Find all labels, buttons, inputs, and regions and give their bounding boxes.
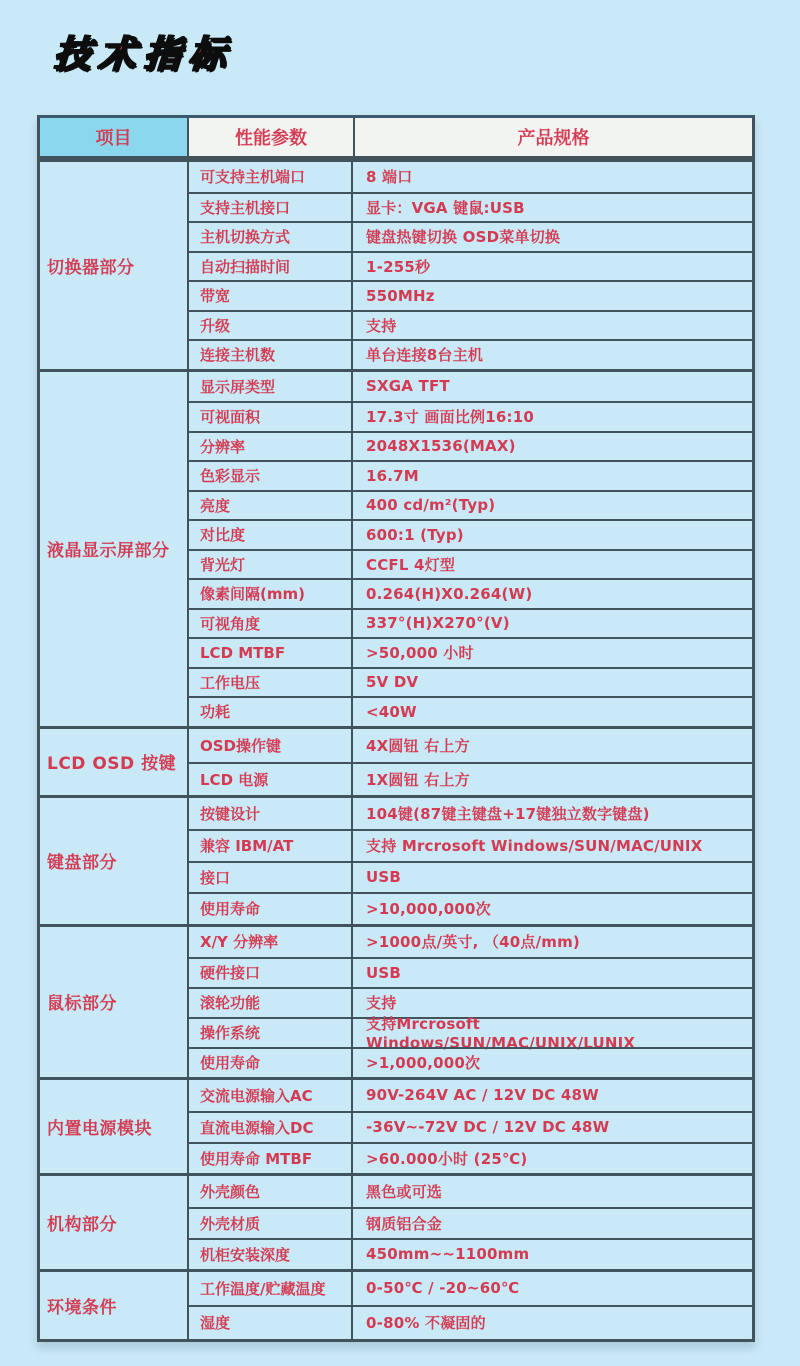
table-row — [189, 1207, 752, 1238]
section-label: LCD OSD 按键 — [40, 729, 189, 795]
table-row — [189, 401, 752, 431]
spec-label: 可视面积 — [189, 403, 353, 431]
spec-label: 按键设计 — [189, 798, 353, 830]
table-row — [189, 339, 752, 369]
table-row — [189, 221, 752, 251]
spec-label: 对比度 — [189, 521, 353, 549]
section-label: 机构部分 — [40, 1176, 189, 1269]
table-row — [189, 431, 752, 461]
spec-label: 机柜安装深度 — [189, 1240, 353, 1269]
spec-value: 0-80% 不凝固的 — [366, 1314, 486, 1333]
spec-label: 使用寿命 MTBF — [189, 1144, 353, 1173]
spec-table — [37, 115, 755, 1342]
spec-value: 104键(87键主键盘+17键独立数字键盘) — [366, 804, 650, 823]
table-row — [189, 696, 752, 726]
table-row — [189, 372, 752, 402]
table-row — [189, 1047, 752, 1077]
spec-value: 550MHz — [366, 286, 435, 305]
table-row — [189, 519, 752, 549]
spec-value: >1000点/英寸, （40点/mm) — [366, 933, 580, 951]
table-row — [189, 1238, 752, 1269]
spec-label: 像素间隔(mm) — [189, 580, 353, 608]
table-row — [189, 1080, 752, 1111]
spec-label: 背光灯 — [189, 551, 353, 579]
spec-label: 使用寿命 — [189, 1049, 353, 1077]
spec-value: 支持 — [366, 994, 397, 1012]
table-row — [189, 729, 752, 762]
table-row — [189, 1142, 752, 1173]
section-keyboard — [40, 795, 752, 924]
spec-label: 交流电源输入AC — [189, 1080, 353, 1111]
spec-label: 滚轮功能 — [189, 989, 353, 1017]
spec-label: OSD操作键 — [189, 729, 353, 762]
table-row — [189, 957, 752, 987]
spec-label: 外壳颜色 — [189, 1176, 353, 1207]
spec-value: 显卡：VGA 键鼠:USB — [366, 198, 525, 217]
table-row — [189, 637, 752, 667]
section-label: 内置电源模块 — [40, 1080, 189, 1173]
table-row — [189, 667, 752, 697]
table-row — [189, 798, 752, 830]
spec-label: 可支持主机端口 — [189, 162, 353, 192]
table-row — [189, 1272, 752, 1306]
table-row — [189, 762, 752, 795]
spec-label: 工作温度/贮藏温度 — [189, 1272, 353, 1306]
spec-label: LCD MTBF — [189, 639, 353, 667]
spec-label: 显示屏类型 — [189, 372, 353, 402]
section-label: 键盘部分 — [40, 798, 189, 924]
spec-value: 单台连接8台主机 — [366, 346, 484, 365]
spec-label: 操作系统 — [189, 1019, 353, 1047]
spec-value: 5V DV — [366, 673, 419, 692]
section-switcher — [40, 159, 752, 369]
spec-value: 0.264(H)X0.264(W) — [366, 584, 533, 603]
spec-value: 支持 — [366, 316, 397, 335]
spec-label: 带宽 — [189, 282, 353, 310]
spec-label: 工作电压 — [189, 669, 353, 697]
spec-value: 4X圆钮 右上方 — [366, 736, 470, 755]
table-row — [189, 987, 752, 1017]
spec-label: 色彩显示 — [189, 462, 353, 490]
spec-value: 400 cd/m²(Typ) — [366, 496, 496, 515]
spec-value: >1,000,000次 — [366, 1054, 481, 1072]
table-row — [189, 1111, 752, 1142]
table-row — [189, 162, 752, 192]
spec-value: 450mm~~1100mm — [366, 1245, 530, 1263]
spec-label: 外壳材质 — [189, 1209, 353, 1238]
table-row — [189, 1305, 752, 1339]
spec-value: 16.7M — [366, 466, 419, 485]
spec-value: 337°(H)X270°(V) — [366, 614, 510, 633]
spec-value: 支持Mrcrosoft Windows/SUN/MAC/UNIX/LUNIX — [366, 1015, 636, 1052]
header-spec: 产品规格 — [355, 118, 752, 156]
spec-label: 分辨率 — [189, 433, 353, 461]
section-label: 切换器部分 — [40, 162, 189, 369]
section-lcd — [40, 369, 752, 726]
header-item: 项目 — [40, 118, 189, 156]
spec-value: USB — [366, 963, 402, 982]
table-row — [189, 829, 752, 861]
table-row — [189, 251, 752, 281]
spec-label: 湿度 — [189, 1307, 353, 1339]
table-row — [189, 192, 752, 222]
spec-value: USB — [366, 868, 402, 887]
spec-value: 2048X1536(MAX) — [366, 437, 516, 456]
spec-label: 亮度 — [189, 492, 353, 520]
spec-value: <40W — [366, 702, 417, 721]
spec-value: 0-50℃ / -20~60℃ — [366, 1279, 520, 1298]
table-row — [189, 578, 752, 608]
spec-label: 接口 — [189, 863, 353, 893]
table-header-row — [40, 118, 752, 159]
spec-value: 600:1 (Typ) — [366, 525, 464, 544]
spec-value: 支持 Mrcrosoft Windows/SUN/MAC/UNIX — [366, 837, 703, 856]
spec-value: >10,000,000次 — [366, 900, 491, 919]
spec-value: 钢质铝合金 — [366, 1214, 443, 1233]
spec-value: 17.3寸 画面比例16:10 — [366, 408, 534, 427]
page-title: 技术指标 — [52, 32, 236, 76]
spec-value: 1-255秒 — [366, 257, 431, 276]
section-label: 环境条件 — [40, 1272, 189, 1339]
spec-value: 键盘热键切换 OSD菜单切换 — [366, 228, 561, 247]
spec-value: 90V-264V AC / 12V DC 48W — [366, 1086, 599, 1104]
table-row — [189, 310, 752, 340]
section-mechanical — [40, 1173, 752, 1269]
section-power — [40, 1077, 752, 1173]
table-row — [189, 549, 752, 579]
table-row — [189, 490, 752, 520]
spec-value: CCFL 4灯型 — [366, 555, 456, 574]
spec-value: 黑色或可选 — [366, 1182, 443, 1201]
spec-label: 连接主机数 — [189, 341, 353, 369]
table-row — [189, 1176, 752, 1207]
table-row — [189, 927, 752, 957]
header-param: 性能参数 — [189, 118, 355, 156]
spec-value: 1X圆钮 右上方 — [366, 770, 470, 789]
spec-label: 支持主机接口 — [189, 194, 353, 222]
spec-value: -36V~-72V DC / 12V DC 48W — [366, 1118, 610, 1136]
section-environment — [40, 1269, 752, 1339]
section-osd-buttons — [40, 726, 752, 795]
spec-value: 8 端口 — [366, 168, 413, 187]
spec-label: 主机切换方式 — [189, 223, 353, 251]
spec-label: 升级 — [189, 312, 353, 340]
spec-label: 功耗 — [189, 698, 353, 726]
spec-value: >60.000小时 (25℃) — [366, 1149, 528, 1168]
spec-value: SXGA TFT — [366, 377, 450, 396]
table-row — [189, 608, 752, 638]
spec-label: 直流电源输入DC — [189, 1113, 353, 1142]
spec-label: 可视角度 — [189, 610, 353, 638]
table-row — [189, 861, 752, 893]
table-row — [189, 1015, 752, 1052]
spec-label: LCD 电源 — [189, 764, 353, 795]
spec-label: X/Y 分辨率 — [189, 927, 353, 957]
section-label: 液晶显示屏部分 — [40, 372, 189, 726]
spec-value: >50,000 小时 — [366, 644, 474, 663]
spec-label: 硬件接口 — [189, 959, 353, 987]
table-row — [189, 280, 752, 310]
table-row — [189, 892, 752, 924]
spec-label: 使用寿命 — [189, 894, 353, 924]
spec-label: 自动扫描时间 — [189, 253, 353, 281]
section-label: 鼠标部分 — [40, 927, 189, 1077]
section-mouse — [40, 924, 752, 1077]
table-row — [189, 460, 752, 490]
spec-label: 兼容 IBM/AT — [189, 831, 353, 861]
